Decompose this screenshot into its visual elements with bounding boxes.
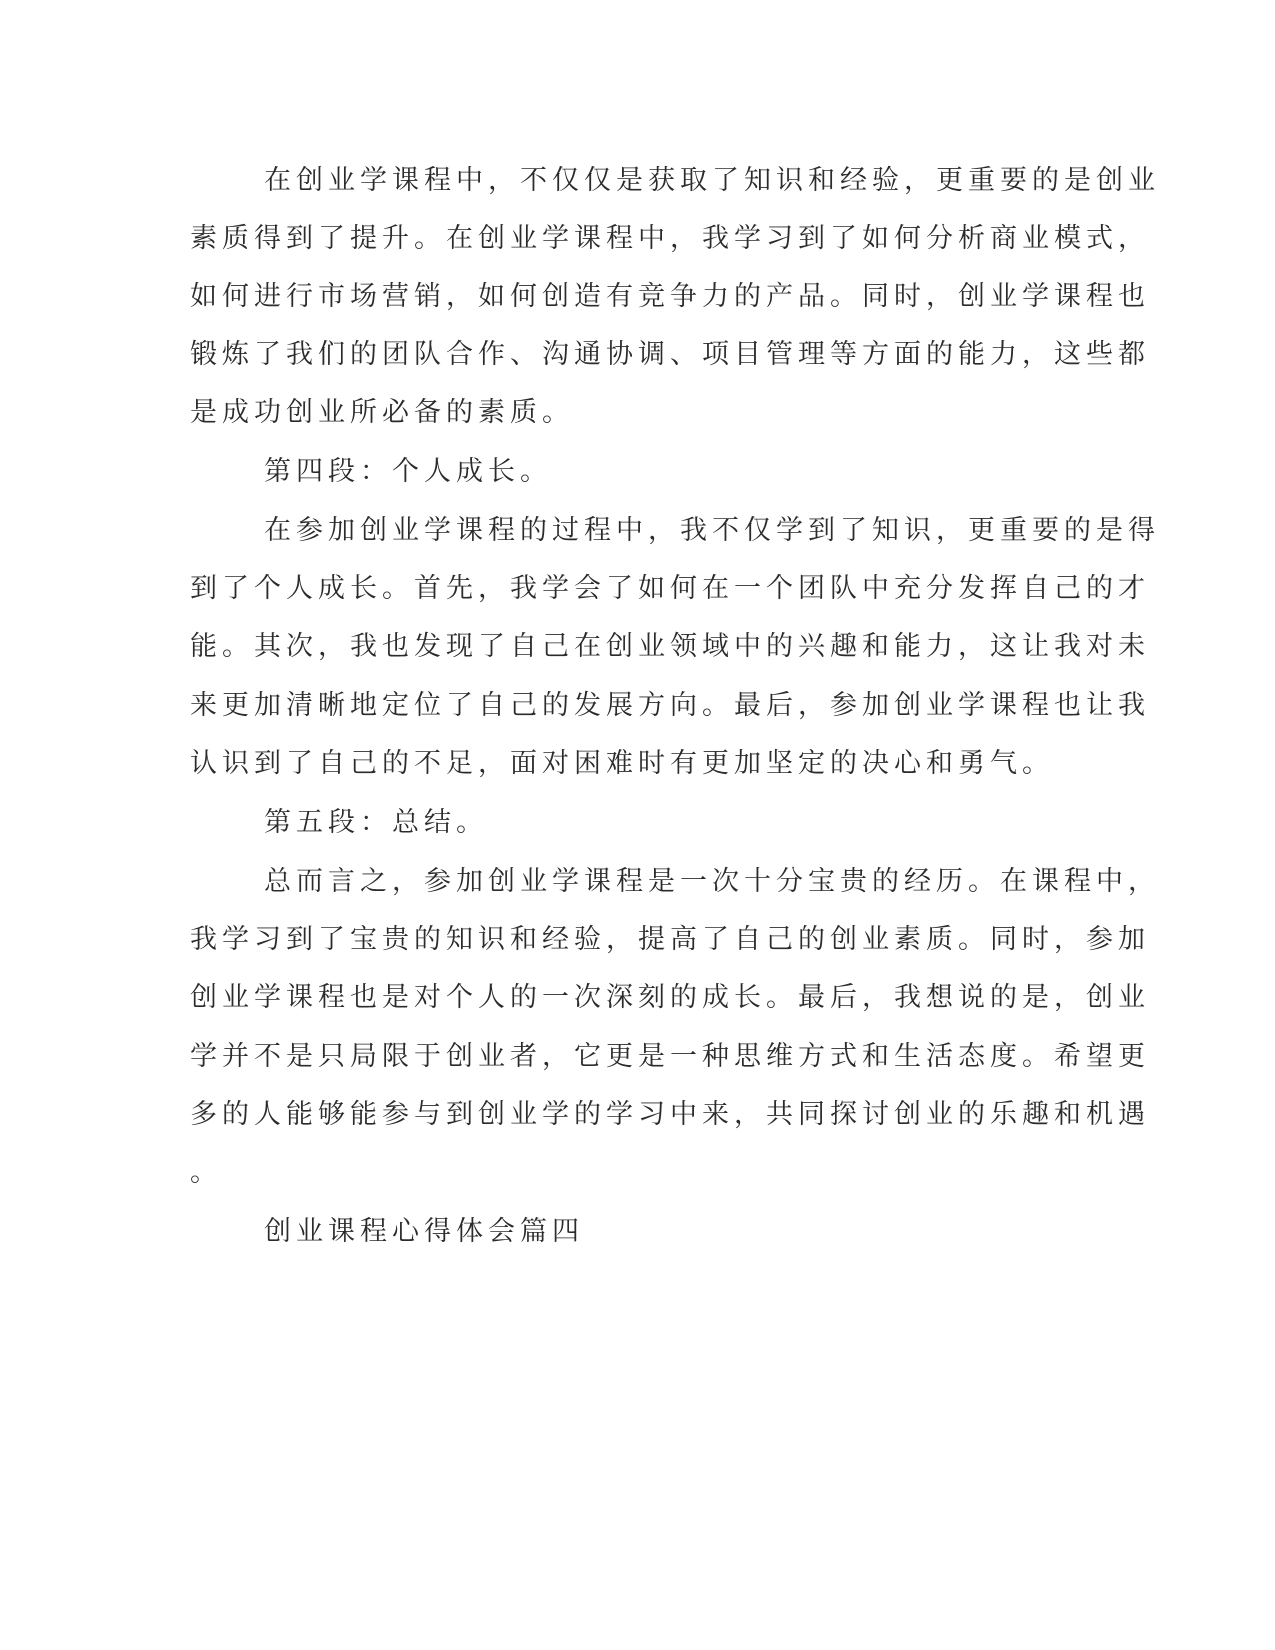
paragraph-2-line-2: 到了个人成长。首先，我学会了如何在一个团队中充分发挥自己的才 bbox=[190, 573, 1150, 604]
paragraph-3-line-3: 创业学课程也是对个人的一次深刻的成长。最后，我想说的是，创业 bbox=[190, 982, 1150, 1013]
section-heading-4: 第四段：个人成长。 bbox=[264, 456, 552, 487]
paragraph-2-line-3: 能。其次，我也发现了自己在创业领域中的兴趣和能力，这让我对未 bbox=[190, 631, 1150, 662]
paragraph-3-line-4: 学并不是只局限于创业者，它更是一种思维方式和生活态度。希望更 bbox=[190, 1041, 1150, 1072]
paragraph-1-line-3: 如何进行市场营销，如何创造有竞争力的产品。同时，创业学课程也 bbox=[190, 281, 1150, 312]
paragraph-2-line-4: 来更加清晰地定位了自己的发展方向。最后，参加创业学课程也让我 bbox=[190, 690, 1150, 721]
paragraph-3-line-5: 多的人能够能参与到创业学的学习中来，共同探讨创业的乐趣和机遇 bbox=[190, 1099, 1150, 1130]
paragraph-1-line-4: 锻炼了我们的团队合作、沟通协调、项目管理等方面的能力，这些都 bbox=[190, 339, 1150, 370]
paragraph-1-line-5: 是成功创业所必备的素质。 bbox=[190, 397, 574, 428]
paragraph-2-line-5: 认识到了自己的不足，面对困难时有更加坚定的决心和勇气。 bbox=[190, 748, 1054, 779]
paragraph-3-line-6: 。 bbox=[190, 1157, 222, 1188]
paragraph-2-line-1: 在参加创业学课程的过程中，我不仅学到了知识，更重要的是得 bbox=[264, 515, 1160, 546]
paragraph-3-line-1: 总而言之，参加创业学课程是一次十分宝贵的经历。在课程中， bbox=[264, 866, 1160, 897]
paragraph-3-line-2: 我学习到了宝贵的知识和经验，提高了自己的创业素质。同时，参加 bbox=[190, 924, 1150, 955]
paragraph-1-line-2: 素质得到了提升。在创业学课程中，我学习到了如何分析商业模式， bbox=[190, 223, 1150, 254]
next-article-title: 创业课程心得体会篇四 bbox=[264, 1216, 584, 1247]
section-heading-5: 第五段：总结。 bbox=[264, 807, 488, 838]
paragraph-1-line-1: 在创业学课程中，不仅仅是获取了知识和经验，更重要的是创业 bbox=[264, 165, 1160, 196]
